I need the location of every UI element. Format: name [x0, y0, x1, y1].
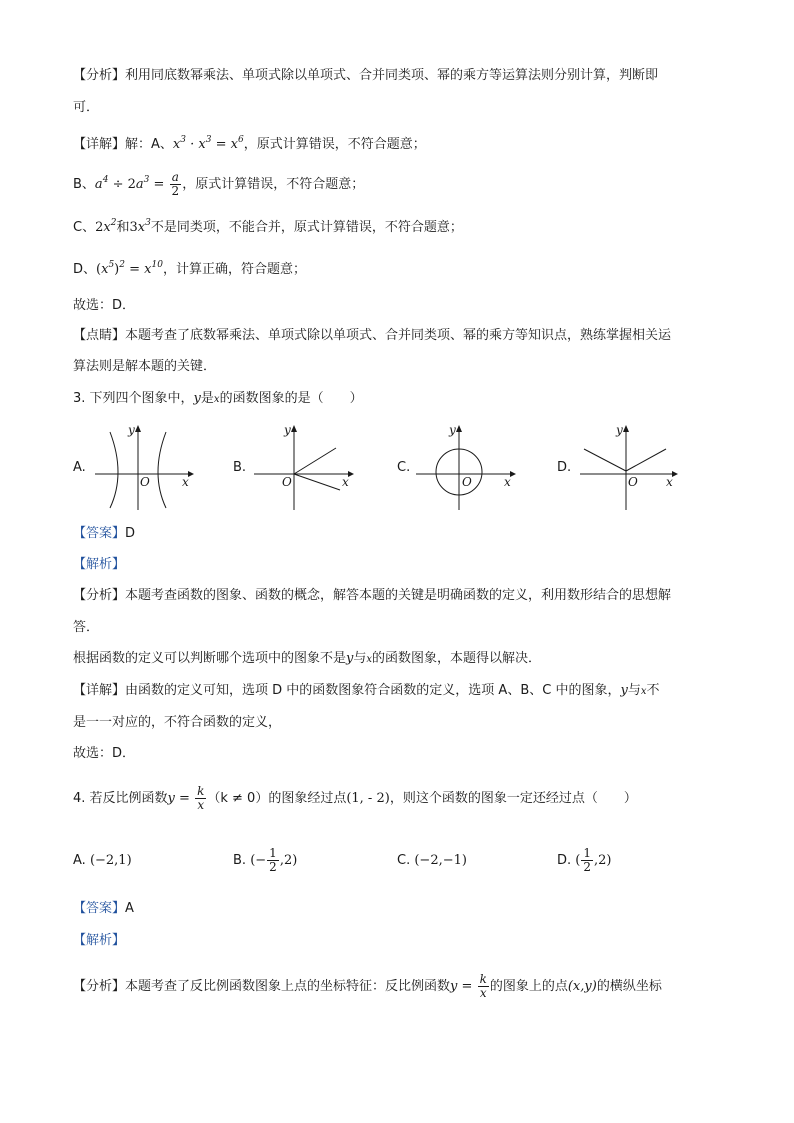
q3-note-line [73, 650, 541, 669]
q2-choose: 故选：D． [73, 298, 136, 313]
q2-analysis-line [73, 67, 658, 85]
q3-graph-d-x-label: x [666, 475, 673, 489]
q4-option-c-value: (−2,−1) [414, 853, 467, 868]
q3-graph-c-y-label: y [449, 423, 456, 437]
q3-stem-suffix: 的函数图象的是（ ） [219, 391, 363, 406]
q3-analysis-line [73, 587, 671, 605]
detail-tag: 【详解】 [73, 683, 126, 698]
q3-analysis-text-2: 答． [73, 620, 100, 635]
q3-option-c-label: C. [397, 460, 411, 475]
q2-c-line [73, 219, 463, 237]
q3-graph-b-y-label: y [284, 423, 291, 437]
q3-detail-text: 由函数的定义可知，选项 D 中的函数图象符合函数的定义，选项 A、B、C 中的图象， [125, 683, 621, 698]
q2-analysis-line-2 [73, 99, 99, 117]
q4-analysis-suffix: 的图象上的点 [489, 979, 568, 994]
q3-note-y: y [346, 651, 354, 666]
q4-stem-cond: （k ≠ 0）的图象经过点 [207, 791, 347, 806]
q4-option-c [397, 852, 467, 870]
q3-answer: D [125, 526, 136, 541]
answer-tag: 【答案】 [73, 526, 126, 541]
q3-graph-d [576, 424, 681, 514]
q3-option-a-label: A. [73, 460, 86, 475]
q3-detail-text-2: 是一一对应的，不符合函数的定义， [73, 715, 282, 730]
q3-detail-line-2 [73, 714, 281, 732]
q3-graph-a-origin: O [140, 475, 150, 489]
q4-answer-line [73, 900, 134, 918]
q4-analysis-line [73, 970, 662, 1004]
q4-function: y = $\frac{k}{x}$ [167, 784, 205, 812]
q4-option-b-pre: (− [250, 853, 267, 868]
detail-tag: 【详解】 [73, 137, 126, 152]
q3-analysis-line-2 [73, 619, 99, 637]
q4-option-b-post: ,2) [279, 853, 298, 868]
q3-graph-a [90, 424, 195, 514]
answer-tag: 【答案】 [73, 901, 126, 916]
q3-detail-mid: 与 [627, 683, 641, 698]
analysis-tag: 【分析】 [73, 68, 126, 83]
explain-tag: 【解析】 [73, 933, 126, 948]
q3-analysis-text: 本题考查函数的图象、函数的概念，解答本题的关键是明确函数的定义，利用数形结合的思想解 [125, 588, 672, 603]
q3-graph-d-y-label: y [616, 423, 623, 437]
q2-b-line [73, 170, 364, 200]
q4-option-a-label: A. [73, 853, 86, 868]
q3-graph-b-origin: O [282, 475, 292, 489]
q4-option-a-value: (−2,1) [89, 853, 132, 868]
q2-detail-a-suffix: ，原式计算错误，不符合题意； [243, 137, 426, 152]
q4-analysis-function: y = $\frac{k}{x}$ [450, 972, 487, 1000]
q3-option-d-label: D. [557, 460, 572, 475]
q2-expr-a: $x^3 \cdot x^3 = x^6$ [172, 135, 244, 152]
q3-detail-x: x [640, 686, 647, 697]
q2-comment-text-2: 算法则是解本题的关键． [73, 359, 217, 374]
q4-stem-point: (1, - 2) [346, 791, 390, 806]
q3-detail-y: y [620, 683, 628, 698]
q3-graph-b [252, 424, 357, 514]
q3-graph-c [414, 424, 519, 514]
q4-analysis-point: (x,y) [567, 979, 597, 994]
q3-option-b-label: B. [233, 460, 247, 475]
q3-stem-mid: 是 [200, 391, 214, 406]
q3-stem-prefix: 3. 下列四个图象中， [73, 391, 194, 406]
q2-c-and: 和 [116, 220, 130, 235]
q2-analysis-text: 利用同底数幂乘法、单项式除以单项式、合并同类项、幂的乘方等运算法则分别计算，判断即 [125, 68, 659, 83]
q4-option-d-num: 1 [583, 846, 592, 860]
q2-b-suffix: ，原式计算错误，不符合题意； [182, 177, 365, 192]
q3-graph-d-origin: O [628, 475, 638, 489]
q2-choose-line [73, 297, 135, 315]
q3-note-mid: 与 [353, 651, 367, 666]
q4-option-a [73, 852, 132, 870]
q2-expr-c1: $2x^2$ [95, 218, 117, 235]
q2-d-prefix: D、 [73, 262, 97, 277]
q4-option-b-num: 1 [269, 846, 277, 860]
q3-graph-c-x-label: x [504, 475, 511, 489]
q2-expr-b: $a^4 \div 2a^3$ = $\frac{a}{2}$ [94, 170, 180, 198]
q3-graph-a-y-label: y [128, 423, 135, 437]
q4-option-d-den: 2 [583, 860, 592, 874]
q4-option-b-den: 2 [269, 860, 277, 874]
q3-choose-line [73, 745, 135, 763]
q4-stem [73, 782, 637, 816]
q2-analysis-text-2: 可． [73, 100, 100, 115]
q4-option-b [233, 845, 297, 877]
q3-stem-y: y [193, 391, 201, 406]
comment-tag: 【点睛】 [73, 328, 126, 343]
q3-explain-line [73, 556, 125, 574]
explain-tag: 【解析】 [73, 557, 126, 572]
q4-option-d-post: ,2) [594, 853, 612, 868]
q2-comment-line [73, 327, 671, 345]
q2-expr-c2: $3x^3$ [129, 218, 151, 235]
q2-comment-line-2 [73, 358, 216, 376]
q3-graph-a-x-label: x [182, 475, 189, 489]
analysis-tag: 【分析】 [73, 588, 126, 603]
q2-c-prefix: C、 [73, 220, 96, 235]
q3-answer-line [73, 525, 135, 543]
q3-note-x: x [366, 654, 373, 665]
q4-explain-line [73, 932, 125, 950]
q3-detail-end: 不 [646, 683, 660, 698]
q2-d-suffix: ，计算正确，符合题意； [162, 262, 306, 277]
q2-detail-a-line [73, 136, 426, 154]
q4-option-c-label: C. [397, 853, 411, 868]
q3-choose: 故选：D． [73, 746, 136, 761]
q3-graph-b-x-label: x [342, 475, 349, 489]
q4-analysis-text: 本题考查了反比例函数图象上点的坐标特征：反比例函数 [125, 979, 451, 994]
q4-analysis-end: 的横纵坐标 [596, 979, 662, 994]
q2-comment-text: 本题考查了底数幂乘法、单项式除以单项式、合并同类项、幂的乘方等知识点，熟练掌握相关运 [125, 328, 672, 343]
q2-c-suffix: 不是同类项，不能合并，原式计算错误，不符合题意； [150, 220, 463, 235]
q3-graph-c-origin: O [462, 475, 472, 489]
q3-detail-line [73, 682, 659, 701]
q4-stem-suffix: ，则这个函数的图象一定还经过点（ ） [389, 791, 637, 806]
q2-b-prefix: B、 [73, 177, 95, 192]
q2-expr-d: $(x^5)^2 = x^{10}$ [96, 260, 163, 277]
q4-answer: A [125, 901, 134, 916]
q2-d-line [73, 261, 306, 279]
q3-stem [73, 390, 363, 409]
q4-option-d-label: D. [557, 853, 572, 868]
q4-option-b-label: B. [233, 853, 247, 868]
q3-stem-x: x [213, 394, 220, 405]
q4-option-d-pre: ( [575, 853, 581, 868]
q2-detail-prefix: 解：A、 [125, 137, 173, 152]
analysis-tag: 【分析】 [73, 979, 126, 994]
q3-note-prefix: 根据函数的定义可以判断哪个选项中的图象不是 [73, 651, 347, 666]
q4-stem-prefix: 4. 若反比例函数 [73, 791, 168, 806]
q4-option-d [557, 845, 612, 877]
q3-note-suffix: 的函数图象，本题得以解决． [372, 651, 542, 666]
